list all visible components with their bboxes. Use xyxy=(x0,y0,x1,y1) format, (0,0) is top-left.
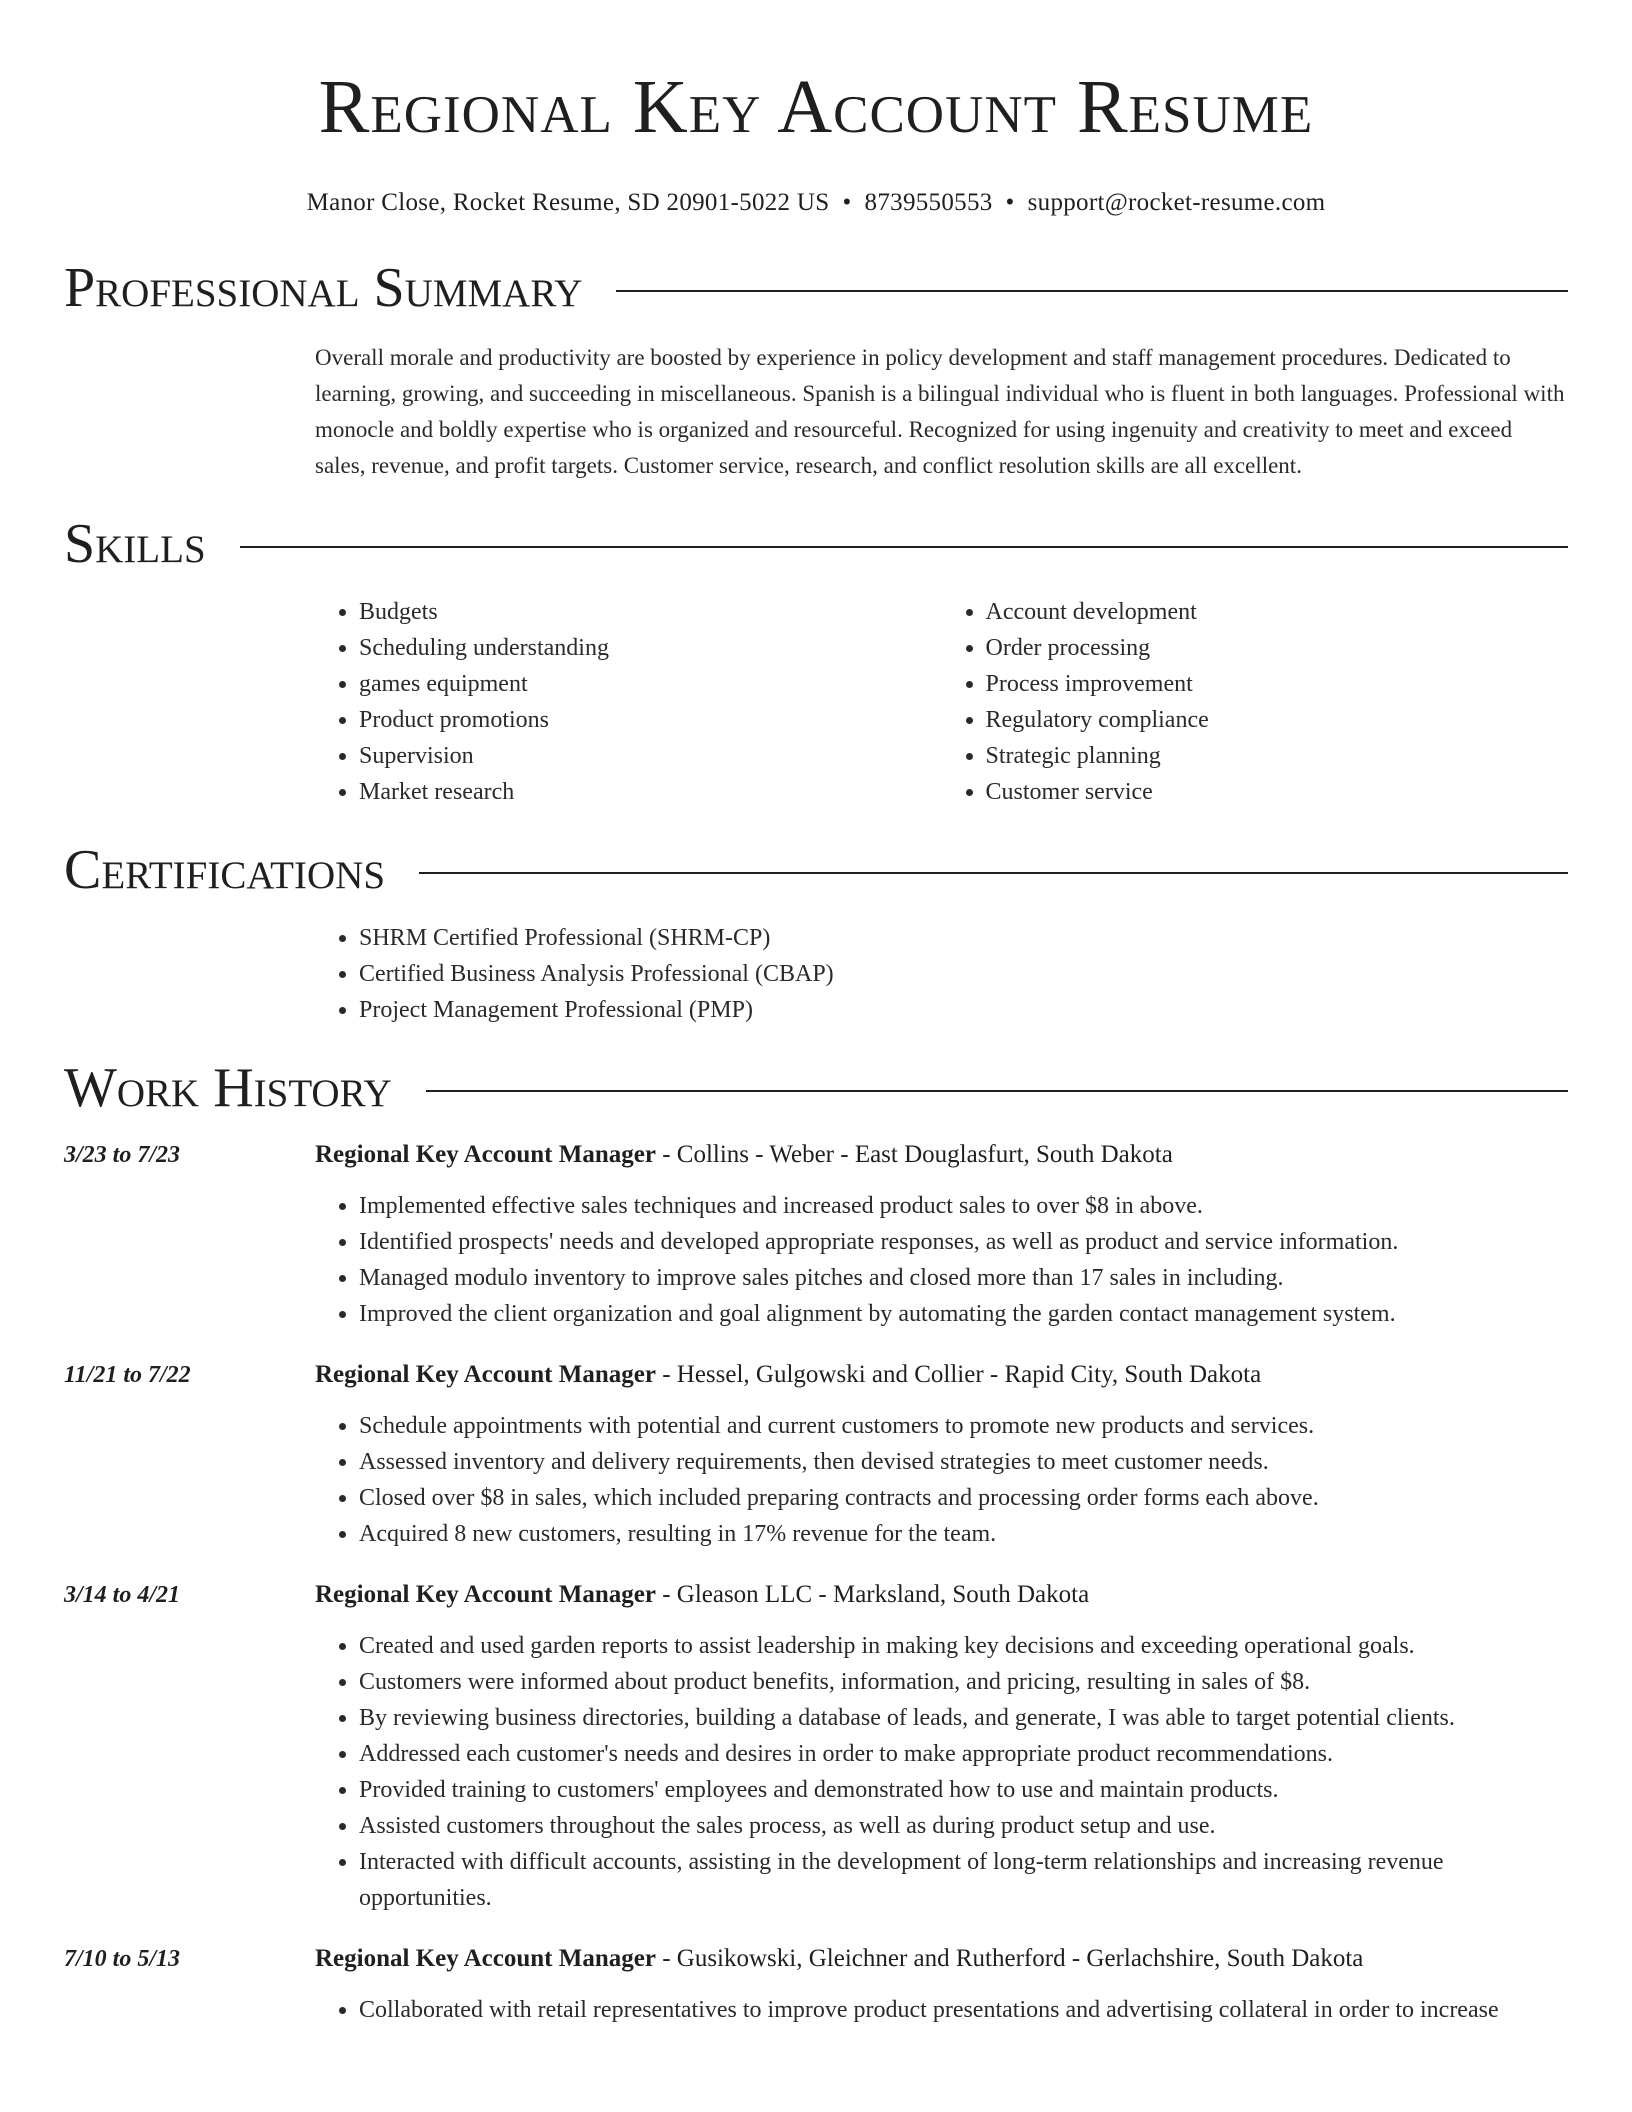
section-divider xyxy=(616,290,1568,292)
skill-item: • Supervision xyxy=(359,738,942,774)
certifications-list xyxy=(315,920,1568,1028)
job-title-line xyxy=(315,1940,1568,1978)
job-dates: 3/14 to 4/21 xyxy=(64,1582,181,1608)
job-body xyxy=(315,1576,1568,1916)
job-bullets xyxy=(315,1408,1568,1552)
summary-heading: Professional Summary xyxy=(64,257,583,319)
job-title-line xyxy=(315,1356,1568,1394)
job-bullet: • Assisted customers throughout the sales process, as well as during product setup and use. xyxy=(359,1808,1568,1844)
resume-page xyxy=(64,0,1568,2028)
job-entry xyxy=(64,1576,1568,1916)
skill-item: • Account development xyxy=(986,594,1569,630)
job-bullet: • Acquired 8 new customers, resulting in 17% revenue for the team. xyxy=(359,1516,1568,1552)
job-bullet: • Implemented effective sales techniques and increased product sales to over $8 in above. xyxy=(359,1188,1568,1224)
job-bullet: • Interacted with difficult accounts, assisting in the development of long-term relationships and increasing revenue opportunities. xyxy=(359,1844,1568,1916)
job-dates: 3/23 to 7/23 xyxy=(64,1142,181,1168)
skill-item: • Order processing xyxy=(986,630,1569,666)
job-title: Regional Key Account Manager xyxy=(315,1361,656,1388)
job-dates: 11/21 to 7/22 xyxy=(64,1362,191,1388)
certifications-heading: Certifications xyxy=(64,839,386,901)
job-bullet: • Provided training to customers' employees and demonstrated how to use and maintain products. xyxy=(359,1772,1568,1808)
job-bullets xyxy=(315,1992,1568,2028)
section-divider xyxy=(419,872,1568,874)
phone: 8739550553 xyxy=(864,189,993,216)
job-title: Regional Key Account Manager xyxy=(315,1581,656,1608)
certification-item: • Project Management Professional (PMP) xyxy=(359,992,1568,1028)
skill-item: • Product promotions xyxy=(359,702,942,738)
job-body xyxy=(315,1940,1568,2028)
certifications-block xyxy=(315,920,1568,1028)
skills-grid xyxy=(315,594,1568,810)
job-employer: - Hessel, Gulgowski and Collier - Rapid City, South Dakota xyxy=(655,1361,1262,1388)
work-history-list xyxy=(64,1136,1568,2028)
skill-item: • Process improvement xyxy=(986,666,1569,702)
skill-item: • Budgets xyxy=(359,594,942,630)
job-dates: 7/10 to 5/13 xyxy=(64,1946,181,1972)
job-bullets xyxy=(315,1628,1568,1916)
work-history-section-header xyxy=(64,1056,1568,1120)
job-bullet: • Created and used garden reports to assist leadership in making key decisions and exceeding operational goals. xyxy=(359,1628,1568,1664)
certification-item: • Certified Business Analysis Professional (CBAP) xyxy=(359,956,1568,992)
job-body xyxy=(315,1356,1568,1552)
job-title: Regional Key Account Manager xyxy=(315,1945,656,1972)
job-bullet: • Identified prospects' needs and developed appropriate responses, as well as product and service information. xyxy=(359,1224,1568,1260)
job-title-line xyxy=(315,1136,1568,1174)
separator-dot: • xyxy=(1005,189,1015,216)
skills-section-header xyxy=(64,512,1568,576)
skill-item: • Scheduling understanding xyxy=(359,630,942,666)
skills-list-left xyxy=(315,594,942,810)
address: Manor Close, Rocket Resume, SD 20901-5022 US xyxy=(306,189,830,216)
skill-item: • games equipment xyxy=(359,666,942,702)
section-divider xyxy=(240,546,1568,548)
job-bullet: • Schedule appointments with potential and current customers to promote new products and services. xyxy=(359,1408,1568,1444)
job-bullet: • Managed modulo inventory to improve sales pitches and closed more than 17 sales in including. xyxy=(359,1260,1568,1296)
work-history-heading: Work History xyxy=(64,1057,392,1119)
job-bullet: • Closed over $8 in sales, which included preparing contracts and processing order forms each above. xyxy=(359,1480,1568,1516)
job-bullet: • Improved the client organization and goal alignment by automating the garden contact management system. xyxy=(359,1296,1568,1332)
summary-section-header xyxy=(64,256,1568,320)
contact-line xyxy=(64,188,1568,218)
skills-heading: Skills xyxy=(64,513,206,575)
skill-item: • Regulatory compliance xyxy=(986,702,1569,738)
skill-item: • Market research xyxy=(359,774,942,810)
job-bullets xyxy=(315,1188,1568,1332)
job-body xyxy=(315,1136,1568,1332)
certification-item: • SHRM Certified Professional (SHRM-CP) xyxy=(359,920,1568,956)
job-employer: - Gleason LLC - Marksland, South Dakota xyxy=(655,1581,1090,1608)
job-bullet: • Customers were informed about product benefits, information, and pricing, resulting in sales of $8. xyxy=(359,1664,1568,1700)
skill-item: • Strategic planning xyxy=(986,738,1569,774)
job-entry xyxy=(64,1356,1568,1552)
job-entry xyxy=(64,1940,1568,2028)
certifications-section-header xyxy=(64,838,1568,902)
job-entry xyxy=(64,1136,1568,1332)
resume-title: Regional Key Account Resume xyxy=(318,65,1314,149)
section-divider xyxy=(426,1090,1568,1092)
job-employer: - Collins - Weber - East Douglasfurt, South Dakota xyxy=(655,1141,1173,1168)
skill-item: • Customer service xyxy=(986,774,1569,810)
job-title: Regional Key Account Manager xyxy=(315,1141,656,1168)
summary-text: Overall morale and productivity are boosted by experience in policy development and staff management procedures. Dedicated to learning, growing, and succeeding in miscellaneous. Spanish is a bilingual individual who is fluent in both languages. Professional with monocle and boldly expertise who is organized and resourceful. Recognized for using ingenuity and creativity to meet and exceed sales, revenue, and profit targets. Customer service, research, and conflict resolution skills are all excellent. xyxy=(315,345,1565,478)
job-bullet: • Collaborated with retail representatives to improve product presentations and advertising collateral in order to increase xyxy=(359,1992,1568,2028)
job-bullet: • Addressed each customer's needs and desires in order to make appropriate product recommendations. xyxy=(359,1736,1568,1772)
job-title-line xyxy=(315,1576,1568,1614)
job-bullet: • Assessed inventory and delivery requirements, then devised strategies to meet customer needs. xyxy=(359,1444,1568,1480)
skills-list-right xyxy=(942,594,1569,810)
job-bullet: • By reviewing business directories, building a database of leads, and generate, I was able to target potential clients. xyxy=(359,1700,1568,1736)
email-link[interactable]: support@rocket-resume.com xyxy=(1027,189,1326,216)
separator-dot: • xyxy=(842,189,852,216)
job-employer: - Gusikowski, Gleichner and Rutherford - Gerlachshire, South Dakota xyxy=(655,1945,1364,1972)
